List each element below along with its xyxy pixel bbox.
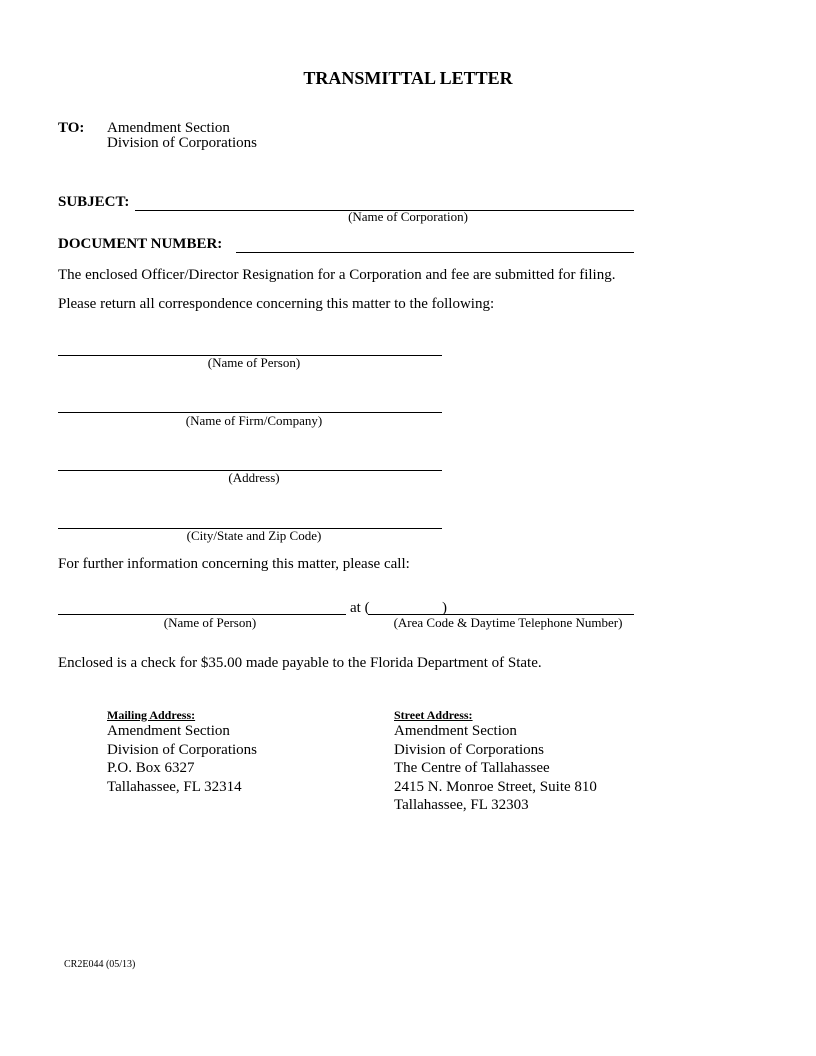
enclosed-paragraph: The enclosed Officer/Director Resignation for a Corporation and fee are submitted for filing. [58, 267, 616, 283]
phone-at-label: at ( [350, 600, 370, 616]
phone-number-caption: (Area Code & Daytime Telephone Number) [393, 615, 623, 630]
to-line-2: Division of Corporations [107, 135, 257, 151]
to-label: TO: [58, 120, 85, 136]
subject-caption: (Name of Corporation) [348, 209, 468, 224]
street-address-line: Amendment Section [394, 723, 517, 739]
subject-label: SUBJECT: [58, 194, 130, 210]
street-address-line: Tallahassee, FL 32303 [394, 797, 529, 813]
mailing-address-line: P.O. Box 6327 [107, 760, 195, 776]
return-paragraph: Please return all correspondence concerning this matter to the following: [58, 296, 495, 312]
firm-caption: (Name of Firm/Company) [185, 413, 323, 428]
mailing-address-line: Division of Corporations [107, 741, 257, 758]
mailing-address-line: Amendment Section [107, 723, 230, 739]
name-person-caption: (Name of Person) [207, 355, 301, 370]
street-address-line: The Centre of Tallahassee [394, 760, 550, 776]
check-paragraph: Enclosed is a check for $35.00 made payable to the Florida Department of State. [58, 655, 542, 671]
document-number-label: DOCUMENT NUMBER: [58, 236, 223, 252]
street-address-block [394, 722, 597, 815]
mailing-address-line: Tallahassee, FL 32314 [107, 778, 242, 795]
address-caption: (Address) [228, 470, 280, 485]
mailing-address-block [107, 722, 257, 796]
city-caption: (City/State and Zip Code) [186, 528, 322, 543]
form-code: CR2E044 (05/13) [64, 959, 136, 970]
page-title: TRANSMITTAL LETTER [303, 68, 513, 88]
further-paragraph: For further information concerning this matter, please call: [58, 556, 410, 572]
document-number-input-line[interactable] [236, 252, 634, 253]
mailing-address-heading: Mailing Address: [107, 708, 196, 722]
phone-name-caption: (Name of Person) [163, 615, 257, 630]
street-address-line: 2415 N. Monroe Street, Suite 810 [394, 778, 597, 795]
street-address-line: Division of Corporations [394, 741, 544, 758]
phone-close-paren: ) [442, 600, 447, 616]
street-address-heading: Street Address: [394, 708, 473, 722]
to-line-1: Amendment Section [107, 120, 230, 136]
